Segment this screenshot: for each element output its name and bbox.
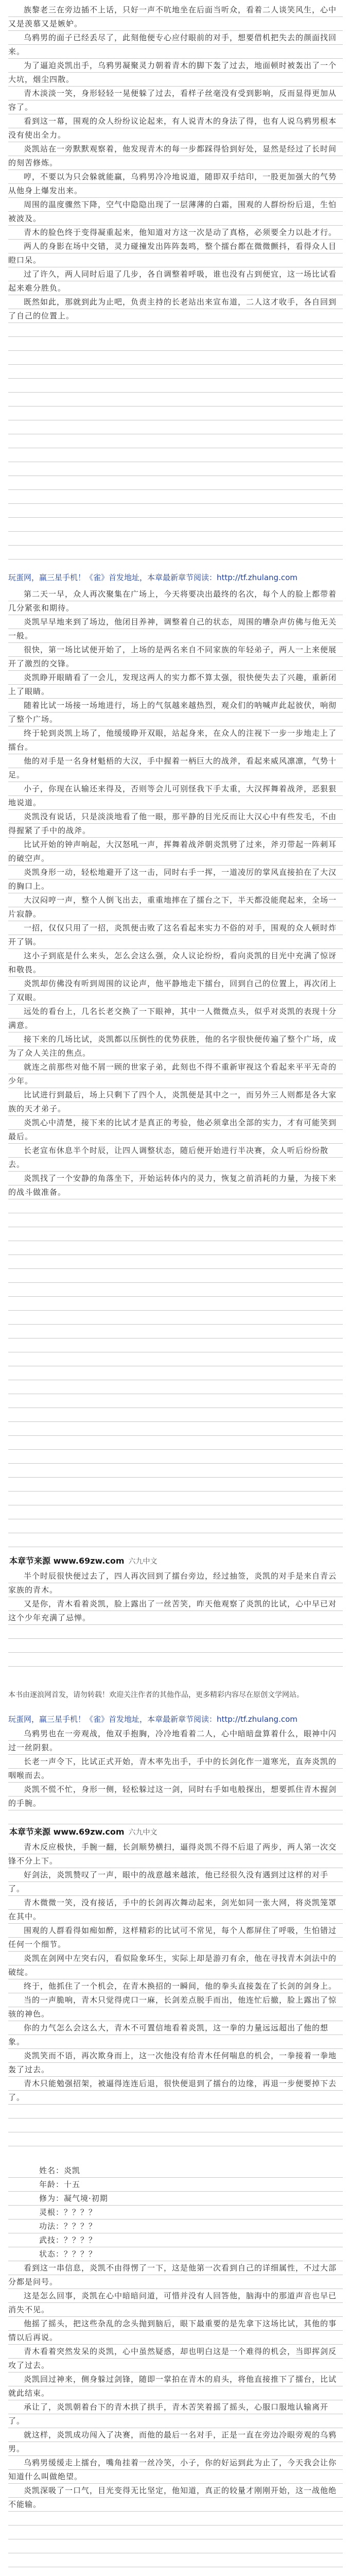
paragraph: 围观的人群看得如痴如醉，这样精彩的比试可不常见，每个人都屏住了呼吸，生怕错过任何一个细节。 <box>8 1926 337 1949</box>
paragraph: 随着比试一场接一场地进行，场上的气氛越来越热烈，观众们的呐喊声此起彼伏，响彻了整个广场。 <box>8 701 337 724</box>
paragraph-list <box>8 587 343 1199</box>
stat-line: 状态：？？？？ <box>39 2249 97 2259</box>
paragraph: 你的力气怎么会这么大，青木不可置信地看着炎凯，这一拳的力量远远超出了他的想象。 <box>8 2023 329 2046</box>
paragraph: 远处的看台上，几名长老交换了一下眼神，其中一人微微点头，似乎对炎凯的表现十分满意。 <box>8 1007 337 1030</box>
paragraph: 看到这一串信息，炎凯不由得愣了一下，这是他第一次看到自己的详细属性，不过大部分都是问号。 <box>8 2263 337 2286</box>
text-section-1 <box>8 3 343 563</box>
paragraph: 终于轮到炎凯上场了，他缓缓睁开双眼，站起身来，在众人的注视下一步一步地走上了擂台。 <box>8 728 337 752</box>
paragraph: 过了许久，两人同时后退了几步，各自调整着呼吸，谁也没有占到便宜，这一场比试看起来难分胜负。 <box>8 269 337 293</box>
paragraph: 乌鸦男也在一旁观战，他双手抱胸，冷冷地看着二人，心中暗暗盘算着什么，眼神中闪过一丝阴狠。 <box>8 1729 337 1752</box>
paragraph-list <box>8 2261 343 2512</box>
paragraph: 一招，仅仅只用了一招，炎凯便击败了这名看起来实力不俗的对手，围观的众人顿时炸开了锅。 <box>8 923 337 946</box>
paragraph: 为了逼迫炎凯出手，乌鸦男凝聚灵力朝着青木的脚下轰了过去，地面顿时被轰出了一个大坑，烟尘四散。 <box>8 61 337 84</box>
paragraph-list <box>8 1727 343 1810</box>
paragraph: 炎凯深吸了一口气，目光变得无比坚定，他知道，真正的较量才刚刚开始，这一战他绝不能输。 <box>8 2486 337 2509</box>
paragraph: 青木微微一笑，没有接话，手中的长剑再次舞动起来，剑光如同一张大网，将炎凯笼罩在其中。 <box>8 1898 337 1921</box>
paragraph: 当的一声脆响，青木只觉得虎口一麻，长剑差点脱手而出，他连忙后撤，脸上露出了惊骇的神色。 <box>8 1995 337 2019</box>
paragraph: 炎凯却仿佛没有听到周围的议论声，他平静地走下擂台，回到自己的位置上，再次闭上了双眼。 <box>8 979 337 1002</box>
site-footer-line[interactable]: 玩蛋网，赢三星手机！《雀》首发地址，本章最新章节阅读：http://tf.zhulang.com <box>8 1715 297 1724</box>
paragraph: 炎凯睁开眼睛看了一会儿，发现这两人的实力都不算太强，很快便失去了兴趣，重新闭上了眼睛。 <box>8 673 337 696</box>
paragraph: 大汉闷哼一声，整个人倒飞出去，重重地摔在了擂台之下，半天都没能爬起来，全场一片寂静。 <box>8 895 337 919</box>
paragraph-list <box>8 1840 343 2105</box>
paragraph: 就这样，炎凯成功闯入了决赛，而他的最后一名对手，正是一直在旁边冷眼旁观的乌鸦男。 <box>8 2430 337 2453</box>
paragraph: 炎凯身形一动，轻松地避开了这一击，同时右手一挥，一道凌厉的掌风直接拍在了大汉的胸口上。 <box>8 868 337 891</box>
paragraph: 就连之前那些对他不屑一顾的世家子弟，此刻也不得不重新审视这个看起来平平无奇的少年。 <box>8 1062 337 1086</box>
paragraph: 比试开始的钟声响起，大汉怒吼一声，挥舞着战斧朝炎凯劈了过来，斧刃带起一阵刺耳的破空声。 <box>8 840 337 863</box>
paragraph: 哼，不要以为只会躲就能赢，乌鸦男冷冷地说道，随即双手结印，一股更加强大的气势从他身上爆发出来。 <box>8 172 337 195</box>
paragraph: 周围的温度骤然下降，空气中隐隐出现了一层薄薄的白霜，围观的人群纷纷后退，生怕被波及。 <box>8 200 337 223</box>
paragraph: 炎凯没有说话，只是淡淡地看了他一眼，那平静的目光反而让大汉心中有些发毛，不由得握紧了手中的战斧。 <box>8 812 337 835</box>
paragraph: 长老宣布休息半个时辰，让四人调整状态，随后便开始进行半决赛，众人听后纷纷散去。 <box>8 1146 329 1169</box>
paragraph: 青木反应极快，手腕一翻，长剑顺势横扫，逼得炎凯不得不后退了两步，两人第一次交锋不分上下。 <box>8 1842 337 1866</box>
paragraph: 乌鸦男的面子已经丢尽了，此刻他便专心应付眼前的对手，想要借机把失去的颜面找回来。 <box>8 33 337 56</box>
text-section-4 <box>8 1727 343 1825</box>
text-section-5 <box>8 1840 343 2160</box>
paragraph: 他的对手是一名身材魁梧的大汉，手中握着一柄巨大的战斧，看起来威风凛凛，气势十足。 <box>8 756 337 779</box>
source-mark-name: 本章节来源 www.69zw.com <box>9 1556 125 1566</box>
paragraph: 乌鸦男缓缓走上擂台，嘴角挂着一丝冷笑，小子，你的好运到此为止了，今天我会让你知道什么叫做绝望。 <box>8 2458 337 2481</box>
paragraph: 两人的身影在场中交错，灵力碰撞发出阵阵轰鸣，整个擂台都在微微颤抖，看得众人目瞪口呆。 <box>8 242 337 265</box>
paragraph: 炎凯站在一旁默默观察着，他发现青木的每一步都踩得恰到好处，显然是经过了长时间的刻苦修炼。 <box>8 144 337 167</box>
paragraph: 炎凯找了一个安静的角落坐下，开始运转体内的灵力，恢复之前消耗的力量，为接下来的战斗做准备。 <box>8 1174 337 1197</box>
text-section-2 <box>8 587 343 1551</box>
paragraph: 半个时辰很快便过去了，四人再次回到了擂台旁边，经过抽签，炎凯的对手是来自青云家族的青木。 <box>8 1571 337 1595</box>
paragraph-list <box>8 1569 343 1625</box>
paragraph: 接下来的几场比试，炎凯都以压倒性的优势获胜，他的名字很快便传遍了整个广场，成为了众人关注的焦点。 <box>8 1035 337 1058</box>
paragraph: 第二天一早，众人再次聚集在广场上，今天将要决出最终的名次，每个人的脸上都带着几分紧张和期待。 <box>8 589 337 613</box>
source-mark-sub: 六九中文 <box>128 1557 157 1566</box>
paragraph: 很快，第一场比试便开始了，上场的是两名来自不同家族的年轻弟子，两人一上来便展开了激烈的交锋。 <box>8 645 337 668</box>
paragraph: 这是怎么回事，炎凯在心中暗暗问道，可惜并没有人回答他，脑海中的那道声音也早已消失不见。 <box>8 2291 337 2314</box>
stat-line: 灵根：？？？？ <box>39 2208 97 2217</box>
paragraph: 青木的脸色终于变得凝重起来，他知道对方这一次是动了真格，必须要全力以赴才行。 <box>24 228 337 237</box>
text-section-3 <box>8 1569 343 1667</box>
paragraph: 炎凯心中清楚，接下来的比试才是真正的考验，他必须拿出全部的实力，才有可能笑到最后。 <box>8 1118 337 1141</box>
copyright-notice: 本书由逐浪网首发，请勿转载！欢迎关注作者的其他作品，更多精彩内容尽在原创文学网站。 <box>8 1691 304 1699</box>
stat-line: 修为：凝气境·初期 <box>39 2194 108 2203</box>
paragraph: 又是你，青木看着炎凯，脸上露出了一丝苦笑，昨天他观察了炎凯的比试，心中早已对这个少年充满了忌惮。 <box>8 1599 337 1622</box>
stat-line: 武技：？？？？ <box>39 2235 97 2245</box>
text-section-6 <box>8 2164 343 2576</box>
source-mark <box>9 1556 157 1567</box>
source-mark <box>9 1827 157 1838</box>
paragraph: 看到这一幕，围观的众人纷纷议论起来，有人说青木的身法了得，也有人说乌鸦男根本没有使出全力。 <box>8 116 337 140</box>
paragraph-list <box>8 3 343 323</box>
stat-line: 年龄：十五 <box>39 2180 81 2189</box>
paragraph: 炎凯回过神来，侧身躲过剑锋，随即一掌拍在青木的肩头，将他直接推下了擂台，比试就此结束。 <box>8 2375 337 2398</box>
paragraph: 既然如此，那就到此为止吧，负责主持的长老站出来宣布道，二人这才收手，各自回到了自己的位置上。 <box>8 297 337 320</box>
paragraph: 承让了，炎凯朝着台下的青木拱了拱手，青木苦笑着摇了摇头，心服口服地认输离开了。 <box>8 2402 329 2426</box>
paragraph: 炎凯不慌不忙，身形一侧，轻松躲过这一剑，同时右手如电般探出，想要抓住青木握剑的手腕。 <box>8 1785 337 1808</box>
paragraph: 炎凯笑而不语，再次欺身而上，这一次他没有给青木任何喘息的机会，一拳接着一拳地轰了过去。 <box>8 2051 337 2074</box>
source-mark-sub: 六九中文 <box>128 1828 157 1837</box>
source-mark-name: 本章节来源 www.69zw.com <box>9 1827 125 1837</box>
character-stats <box>8 2164 343 2261</box>
paragraph: 这小子到底是什么来头，怎么会这么强，众人议论纷纷，看向炎凯的目光中充满了惊讶和敬畏。 <box>8 951 337 974</box>
paragraph: 长老一声令下，比试正式开始，青木率先出手，手中的长剑化作一道寒光，直奔炎凯的咽喉而去。 <box>8 1757 337 1780</box>
paragraph: 比试进行到最后，场上只剩下了四个人，炎凯便是其中之一，而另外三人则都是各大家族的天才弟子。 <box>8 1090 337 1113</box>
paragraph: 族黎老三在旁边插不上话，只好一声不吭地坐在后面当听众，看着二人谈笑风生，心中又是羡慕又是嫉妒。 <box>8 5 337 28</box>
paragraph: 青木只能勉强招架，被逼得连连后退，很快便退到了擂台的边缘，再退一步便要掉下去了。 <box>8 2079 337 2102</box>
paragraph: 小子，你现在认输还来得及，否则等会儿可别怪我下手太重，大汉挥舞着战斧，恶狠狠地说道。 <box>8 784 337 807</box>
paragraph: 青木淡淡一笑，身形轻轻一晃便躲了过去，看样子丝毫没有受到影响，反而显得更加从容了。 <box>8 89 337 112</box>
paragraph: 他摇了摇头，把这些杂乱的念头抛到脑后，眼下最重要的是先拿下这场比试，其他的事情以后再说。 <box>8 2319 337 2342</box>
stat-line: 功法：？？？？ <box>39 2222 97 2231</box>
paragraph: 终于，他抓住了一个机会，在青木换招的一瞬间，他的拳头直接轰在了长剑的剑身上。 <box>24 1981 337 1991</box>
paragraph: 炎凯在剑网中左突右闪，看似险象环生，实际上却是游刃有余，他在寻找青木剑法中的破绽。 <box>8 1954 337 1977</box>
stat-line: 姓名：炎凯 <box>39 2166 81 2175</box>
paragraph: 好剑法，炎凯赞叹了一声，眼中的战意越来越浓，他已经很久没有遇到过这样的对手了。 <box>8 1870 329 1893</box>
site-footer-line[interactable]: 玩蛋网，赢三星手机！《雀》首发地址，本章最新章节阅读：http://tf.zhulang.com <box>8 573 297 582</box>
paragraph: 青木看着突然发呆的炎凯，心中虽然疑惑，却也明白这是一个难得的机会，当即挥剑反攻了过去。 <box>8 2347 337 2370</box>
paragraph: 炎凯早早地来到了场边，他闭目养神，调整着自己的状态，周围的嘈杂声仿佛与他无关一般。 <box>8 617 337 640</box>
